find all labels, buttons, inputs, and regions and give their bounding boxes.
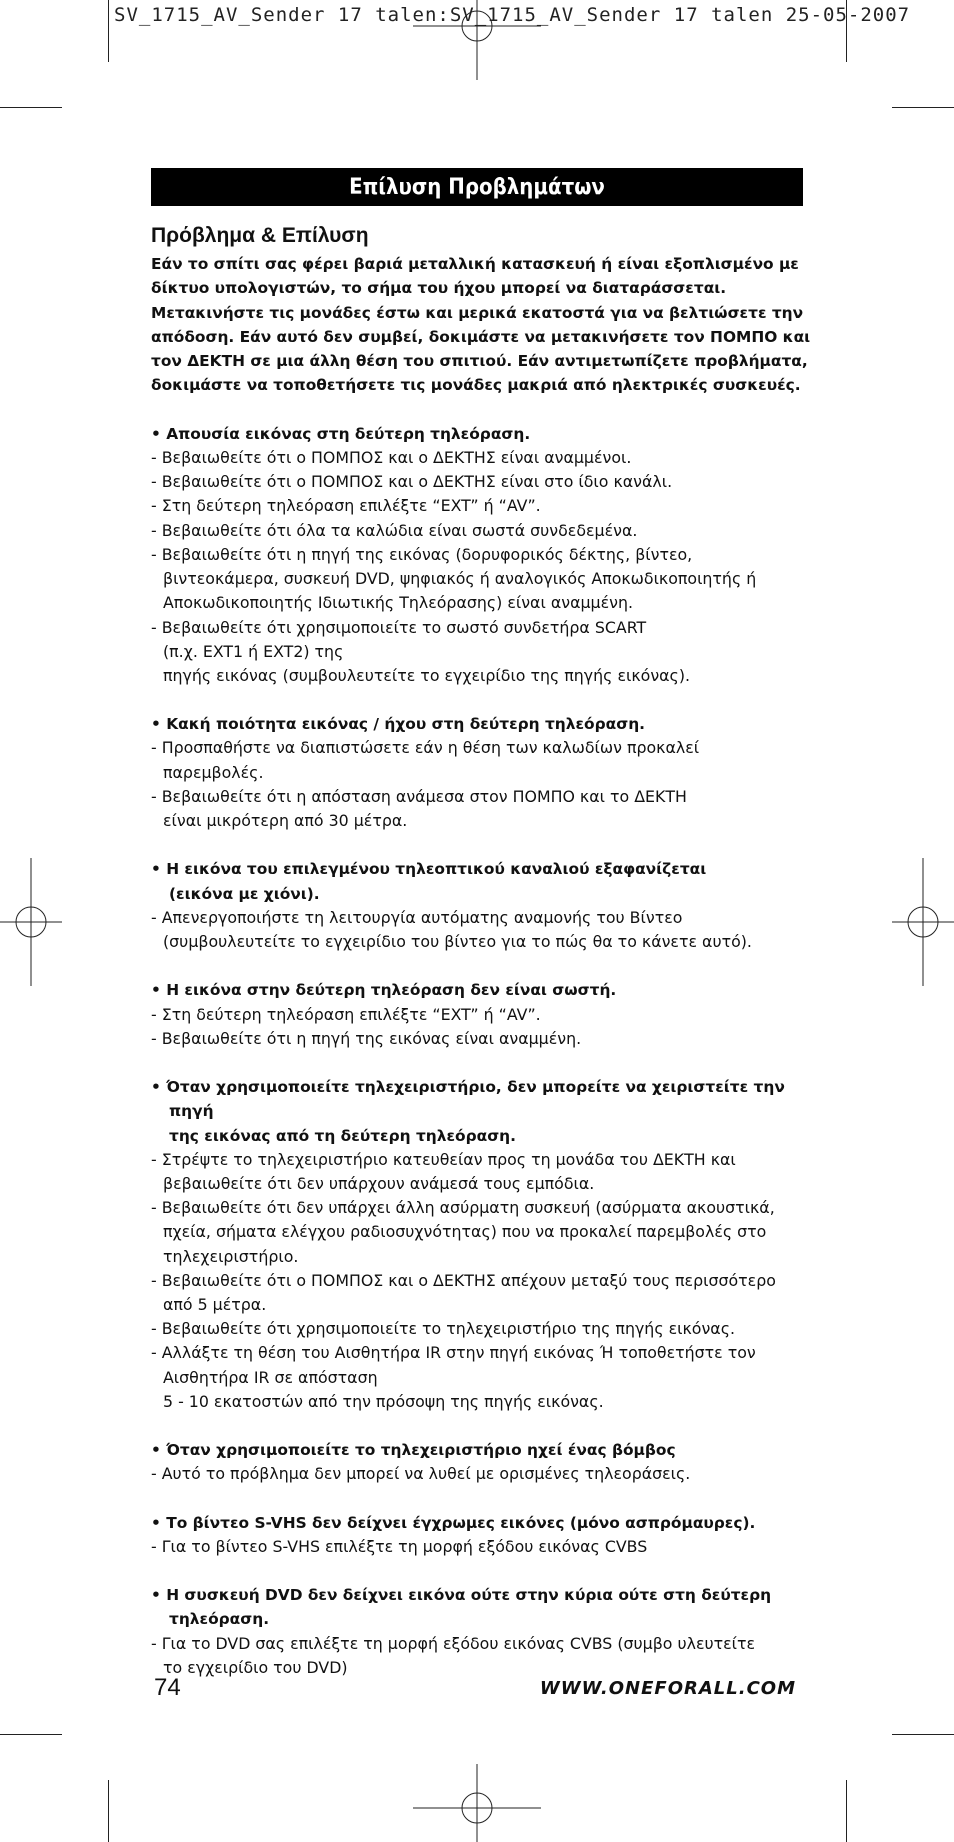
crop-mark <box>0 1734 62 1735</box>
problem-title: • Η εικόνα του επιλεγμένου τηλεοπτικού καναλιού εξαφανίζεται (εικόνα με χιόνι). <box>151 860 707 903</box>
solution-item: - Βεβαιωθείτε ότι χρησιμοποιείτε το σωστό συνδετήρα SCART (π.χ. EXT1 ή EXT2) της πηγής εικόνας (συμβουλευτείτε το εγχειρίδιο της πηγής εικόνας). <box>151 617 691 685</box>
page-title: Επίλυση Προβλημάτων <box>349 174 605 200</box>
crop-mark <box>108 1780 109 1842</box>
problem-group <box>151 422 811 688</box>
solution-item: - Στη δεύτερη τηλεόραση επιλέξτε “EXT” ή “AV”. <box>151 496 541 516</box>
solution-item: - Βεβαιωθείτε ότι ο ΠΟΜΠΟΣ και ο ΔΕΚΤΗΣ απέχουν μεταξύ τους περισσότερο από 5 μέτρα. <box>151 1270 776 1315</box>
problem-group <box>151 1075 811 1414</box>
crop-mark <box>892 107 954 108</box>
solution-item: - Αυτό το πρόβλημα δεν μπορεί να λυθεί με ορισμένες τηλεοράσεις. <box>151 1464 691 1484</box>
solution-item: - Για το βίντεο S-VHS επιλέξτε τη μορφή εξόδου εικόνας CVBS <box>151 1536 648 1556</box>
registration-mark-right <box>892 858 954 986</box>
crop-mark <box>846 1780 847 1842</box>
solution-item: - Βεβαιωθείτε ότι δεν υπάρχει άλλη ασύρματη συσκευή (ασύρματα ακουστικά, πχεία, σήματα ελέγχου ραδιοσυχνότητας) που να προκαλεί παρεμβολές στο τηλεχειριστήριο. <box>151 1198 775 1266</box>
solution-item: - Βεβαιωθείτε ότι ο ΠΟΜΠΟΣ και ο ΔΕΚΤΗΣ είναι στο ίδιο κανάλι. <box>151 472 673 492</box>
solution-item: - Βεβαιωθείτε ότι η πηγή της εικόνας (δορυφορικός δέκτης, βίντεο, βιντεοκάμερα, συσκευή DVD, ψηφιακός ή αναλογικός Αποκωδικοποιητής ή Αποκωδικοποιητής Ιδιωτικής Τηλεόρασης) είναι αναμμένη. <box>151 544 757 613</box>
page-title-bar <box>151 168 803 206</box>
registration-mark-bottom <box>413 1764 541 1842</box>
problem-title: • Η συσκευή DVD δεν δείχνει εικόνα ούτε στην κύρια ούτε στη δεύτερη τηλεόραση. <box>151 1586 772 1629</box>
page-number: 74 <box>154 1674 181 1701</box>
crop-mark <box>892 1734 954 1735</box>
problem-title: • Η εικόνα στην δεύτερη τηλεόραση δεν είναι σωστή. <box>151 981 617 1000</box>
registration-mark-left <box>0 858 62 986</box>
problem-title: • Όταν χρησιμοποιείτε το τηλεχειριστήριο ηχεί ένας βόμβος <box>151 1441 676 1460</box>
solution-item: - Βεβαιωθείτε ότι η πηγή της εικόνας είναι αναμμένη. <box>151 1028 582 1048</box>
problem-group <box>151 1438 811 1487</box>
print-slug: SV_1715_AV_Sender 17 talen:SV_1715_AV_Sender 17 talen 25-05-2007 <box>114 4 911 26</box>
solution-item: - Βεβαιωθείτε ότι ο ΠΟΜΠΟΣ και ο ΔΕΚΤΗΣ είναι αναμμένοι. <box>151 448 632 468</box>
solution-item: - Αλλάξτε τη θέση του Αισθητήρα IR στην πηγή εικόνας Ή τοποθετήστε τον Αισθητήρα IR σε απόσταση 5 - 10 εκατοστών από την πρόσοψη της πηγής εικόνας. <box>151 1343 756 1411</box>
crop-mark <box>0 107 62 108</box>
solution-item: - Βεβαιωθείτε ότι όλα τα καλώδια είναι σωστά συνδεδεμένα. <box>151 520 638 540</box>
section-heading: Πρόβλημα & Επίλυση <box>151 224 369 247</box>
crop-mark <box>108 0 109 62</box>
troubleshooting-list <box>151 422 811 1680</box>
problem-group <box>151 1583 811 1680</box>
problem-group <box>151 712 811 833</box>
solution-item: - Προσπαθήστε να διαπιστώσετε εάν η θέση των καλωδίων προκαλεί παρεμβολές. <box>151 738 700 782</box>
problem-group <box>151 857 811 954</box>
problem-title: • Απουσία εικόνας στη δεύτερη τηλεόραση. <box>151 424 531 443</box>
main-content <box>151 224 811 1680</box>
problem-group <box>151 978 811 1051</box>
problem-title: • Όταν χρησιμοποιείτε τηλεχειριστήριο, δεν μπορείτε να χειριστείτε την πηγή της εικόνας από τη δεύτερη τηλεόραση. <box>151 1077 785 1145</box>
problem-title: • Το βίντεο S-VHS δεν δείχνει έγχρωμες εικόνες (μόνο ασπρόμαυρες). <box>151 1513 756 1532</box>
solution-item: - Βεβαιωθείτε ότι η απόσταση ανάμεσα στον ΠΟΜΠΟ και το ΔΕΚΤΗ είναι μικρότερη από 30 μέτρα. <box>151 786 687 831</box>
intro-paragraph: Εάν το σπίτι σας φέρει βαριά μεταλλική κατασκευή ή είναι εξοπλισμένο με δίκτυο υπολογιστών, το σήμα του ήχου μπορεί να διαταράσσεται. Μετακινήστε τις μονάδες έστω και μερικά εκατοστά για να βελτιώσετε την απόδοση. Εάν αυτό δεν συμβεί, δοκιμάστε να μετακινήσετε τον ΠΟΜΠΟ και τον ΔΕΚΤΗ σε μια άλλη θέση του σπιτιού. Εάν αντιμετωπίζετε προβλήματα, δοκιμάστε να τοποθετήσετε τις μονάδες μακριά από ηλεκτρικές συσκευές. <box>151 255 811 395</box>
problem-title: • Κακή ποιότητα εικόνας / ήχου στη δεύτερη τηλεόραση. <box>151 715 646 734</box>
solution-item: - Απενεργοποιήστε τη λειτουργία αυτόματης αναμονής του Βίντεο (συμβουλευτείτε το εγχειρίδιο του βίντεο για το πώς θα το κάνετε αυτό). <box>151 907 752 952</box>
solution-item: - Βεβαιωθείτε ότι χρησιμοποιείτε το τηλεχειριστήριο της πηγής εικόνας. <box>151 1319 735 1339</box>
website-link[interactable]: WWW.ONEFORALL.COM <box>539 1678 796 1699</box>
solution-item: - Στη δεύτερη τηλεόραση επιλέξτε “EXT” ή “AV”. <box>151 1004 541 1024</box>
solution-item: - Στρέψτε το τηλεχειριστήριο κατευθείαν προς τη μονάδα του ΔΕΚΤΗ και βεβαιωθείτε ότι δεν υπάρχουν ανάμεσά τους εμπόδια. <box>151 1149 736 1194</box>
problem-group <box>151 1511 811 1560</box>
solution-item: - Για το DVD σας επιλέξτε τη μορφή εξόδου εικόνας CVBS (συμβο υλευτείτε το εγχειρίδιο του DVD) <box>151 1633 756 1677</box>
